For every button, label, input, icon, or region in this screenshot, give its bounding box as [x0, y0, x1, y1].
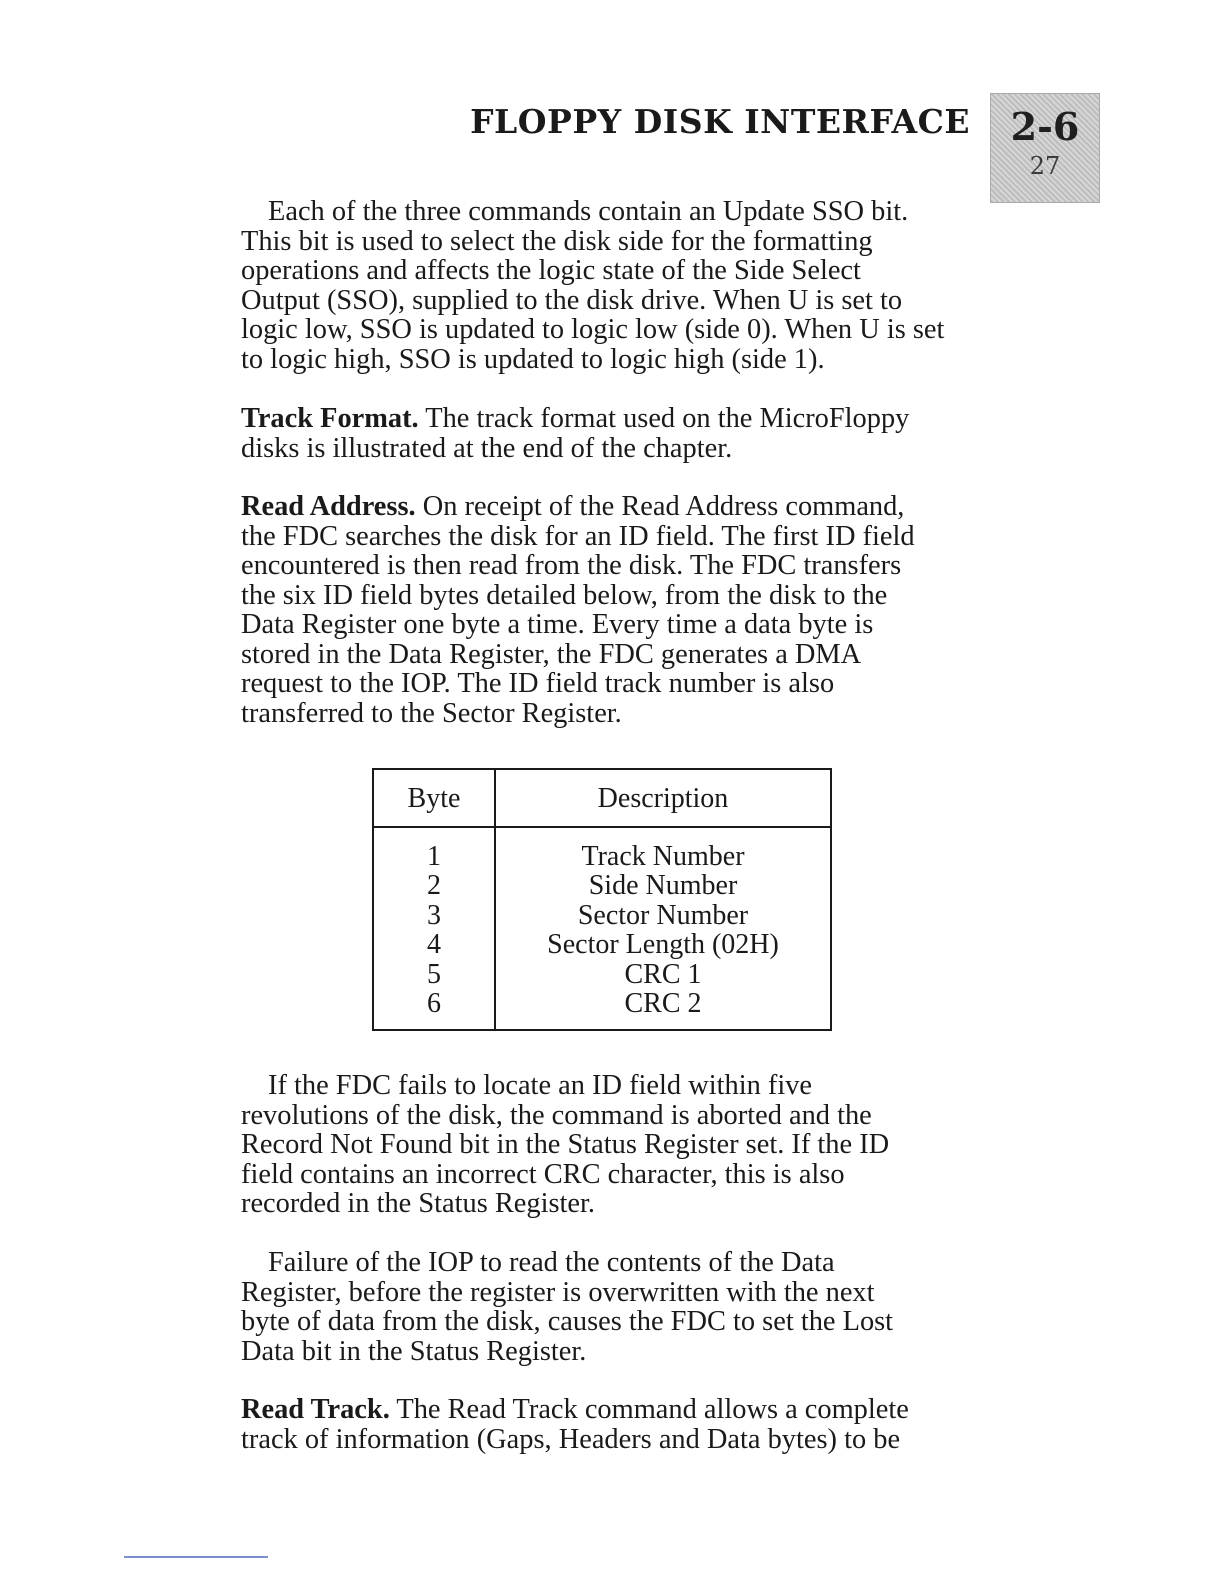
text-line: revolutions of the disk, the command is aborted and the	[241, 1099, 872, 1131]
text-line: Failure of the IOP to read the contents of the Data	[268, 1247, 835, 1278]
table-header-description: Description	[597, 783, 729, 814]
cell-byte: 5	[427, 958, 441, 990]
text-line: Data bit in the Status Register.	[241, 1335, 587, 1367]
text-line: Each of the three commands contain an Update SSO bit.	[268, 196, 909, 227]
text-line: field contains an incorrect CRC character, this is also	[241, 1158, 845, 1190]
heading-track-format: Track Format.	[241, 403, 419, 434]
cell-description: Side Number	[588, 870, 738, 902]
text-line: recorded in the Status Register.	[241, 1188, 596, 1219]
id-field-table	[372, 768, 832, 1031]
table-row	[374, 842, 830, 871]
text-line: request to the IOP. The ID field track number is also	[241, 668, 835, 699]
text-line: track of information (Gaps, Headers and Data bytes) to be	[241, 1423, 901, 1455]
text-line: Data Register one byte a time. Every time a data byte is	[241, 609, 874, 640]
text-line: Output (SSO), supplied to the disk drive. When U is set to	[241, 284, 903, 316]
text-line: the FDC searches the disk for an ID field. The first ID field	[241, 520, 915, 552]
table-header-rule	[374, 826, 830, 828]
text-line: Record Not Found bit in the Status Register set. If the ID	[241, 1129, 890, 1160]
paragraph-not-found	[241, 1071, 1001, 1219]
cell-byte: 6	[427, 987, 441, 1019]
table-row	[374, 901, 830, 930]
paragraph-update-sso	[241, 197, 1001, 374]
text-line: The Read Track command allows a complete	[389, 1394, 909, 1425]
cell-byte: 4	[427, 929, 441, 961]
section-number: 2-6	[1010, 104, 1080, 149]
table-row	[374, 960, 830, 989]
paragraph-track-format	[241, 404, 1001, 463]
text-line: the six ID field bytes detailed below, from the disk to the	[241, 579, 888, 611]
table-row	[374, 871, 830, 900]
cell-description: Sector Length (02H)	[547, 929, 779, 961]
cell-description: Sector Number	[577, 899, 749, 931]
cell-byte: 1	[427, 841, 441, 872]
table-row	[374, 930, 830, 959]
cell-description: CRC 1	[624, 958, 702, 990]
text-line: transferred to the Sector Register.	[241, 697, 622, 729]
paragraph-read-address	[241, 492, 1001, 728]
text-line: byte of data from the disk, causes the FDC to set the Lost	[241, 1306, 894, 1337]
footer-rule	[124, 1556, 268, 1558]
text-line: stored in the Data Register, the FDC generates a DMA	[241, 638, 862, 670]
page-title: FLOPPY DISK INTERFACE	[470, 102, 970, 141]
table-row	[374, 989, 830, 1018]
cell-description: Track Number	[581, 841, 745, 872]
cell-byte: 3	[427, 899, 441, 931]
cell-description: CRC 2	[624, 987, 702, 1019]
paragraph-read-track	[241, 1395, 1001, 1454]
section-tab	[990, 93, 1100, 203]
table-header-byte: Byte	[407, 783, 461, 814]
heading-read-track: Read Track.	[241, 1394, 390, 1425]
table-body	[374, 842, 830, 1018]
text-line: operations and affects the logic state of the Side Select	[241, 255, 861, 286]
text-line: Register, before the register is overwritten with the next	[241, 1276, 875, 1308]
text-line: On receipt of the Read Address command,	[415, 491, 905, 522]
cell-byte: 2	[427, 870, 441, 902]
text-line: This bit is used to select the disk side for the formatting	[241, 225, 873, 257]
text-line: The track format used on the MicroFloppy	[418, 403, 910, 434]
text-line: If the FDC fails to locate an ID field within five	[268, 1070, 813, 1101]
text-line: logic low, SSO is updated to logic low (side 0). When U is set	[241, 314, 945, 345]
page-number: 27	[1029, 152, 1061, 180]
text-line: to logic high, SSO is updated to logic high (side 1).	[241, 343, 825, 375]
text-line: encountered is then read from the disk. The FDC transfers	[241, 550, 902, 581]
text-line: disks is illustrated at the end of the chapter.	[241, 432, 733, 464]
heading-read-address: Read Address.	[241, 491, 416, 522]
paragraph-lost-data	[241, 1248, 1001, 1366]
